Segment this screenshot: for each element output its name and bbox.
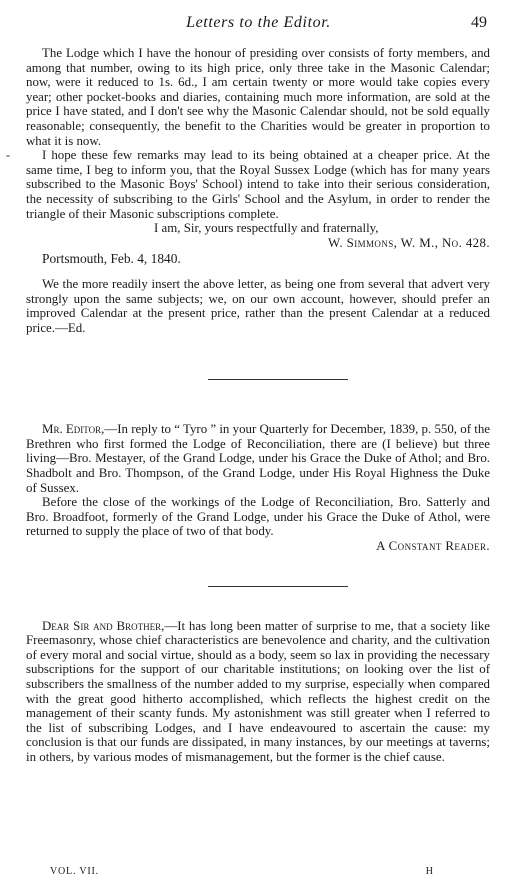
letter3-paragraph-1 (26, 619, 490, 765)
section-divider (208, 379, 348, 380)
letter1-paragraph-2: I hope these few remarks may lead to its being obtained at a cheaper price. At the same time, I beg to inform you, that the Royal Sussex Lodge (which has for many years subscribed to the Masonic Boys' School) intend to take into their serious consideration, the necessity of subscribing to the Girls' School and the Asylum, in order to render the triangle of their Masonic subscriptions complete. (26, 148, 490, 221)
margin-mark: - (6, 148, 10, 162)
page-body (26, 46, 490, 765)
letter1-paragraph-1: The Lodge which I have the honour of presiding over consists of forty members, and among that number, owing to its high price, only three take in the Masonic Calendar; now, were it reduced to 1s. 6d., I am certain twenty or more would take copies every year; other pocket-books and diaries, containing much more information, are sold at the price I have stated, and I don't see why the Masonic Calendar should, not be sold equally reasonable; consequently, the benefit to the Charities would be greater in proportion to what it is now. (26, 46, 490, 148)
letter2-salutation: Mr. Editor, (42, 422, 105, 437)
running-title: Letters to the Editor. (186, 14, 331, 31)
letter1-closing: I am, Sir, yours respectfully and fraternally, (154, 221, 379, 236)
volume-label: VOL. VII. (50, 866, 99, 877)
letter-simmons (26, 46, 490, 267)
letter3-paragraph-1-text: —It has long been matter of surprise to me, that a society like Freemasonry, whose chief characteristics are benevolence and charity, and the cultivation of every moral and social virtue, should as a body, seem so lax in providing the necessary subscriptions for the support of our charitable institutions; on looking over the list of subscribers the smallness of the number added to my surprise, especially when compared with the great good hitherto accomplished, which reflects the highest credit on the management of their scanty funds. My astonishment was still greater when I referred to the list of subscribing Lodges, and I have endeavoured to ascertain the cause: my conclusion is that our funds are dissipated, in many instances, by our meetings at taverns; in others, by various modes of mismanagement, but the former is the chief cause. (26, 618, 490, 764)
letter-constant-reader (26, 422, 490, 553)
letter1-signature: W. Simmons, W. M., No. 428. (328, 235, 490, 250)
letter2-paragraph-2: Before the close of the workings of the Lodge of Reconciliation, Bro. Satterly and Bro. Broadfoot, formerly of the Grand Lodge, under his Grace the Duke of Athol, were returned to supply the place of two of that body. (26, 495, 490, 539)
letter3-salutation: Dear Sir and Brother, (42, 618, 165, 633)
letter2-signature: A Constant Reader. (376, 539, 490, 554)
letter1-place-date: Portsmouth, Feb. 4, 1840. (42, 251, 181, 267)
letter2-paragraph-1-text: —In reply to “ Tyro ” in your Quarterly for December, 1839, p. 550, of the Brethren who first formed the Lodge of Reconciliation, there are (I believe) but three living—Bro. Mestayer, of the Grand Lodge, under his Grace the Duke of Athol; and Bro. Shadbolt and Bro. Thompson, of the Grand Lodge, under His Royal Highness the Duke of Sussex. (26, 422, 491, 495)
page-footer (0, 866, 517, 880)
section-divider (208, 586, 348, 587)
page-header (0, 14, 517, 36)
page-number: 49 (471, 14, 487, 31)
letter-dear-sir (26, 619, 490, 765)
letter2-paragraph-1 (26, 422, 490, 495)
editor-note: We the more readily insert the above letter, as being one from several that advert very strongly upon the same subjects; we, on our own account, however, should prefer an improved Calendar at the present price, rather than the present Calendar at a reduced price.—Ed. (26, 276, 490, 335)
signature-mark: H (425, 866, 433, 877)
